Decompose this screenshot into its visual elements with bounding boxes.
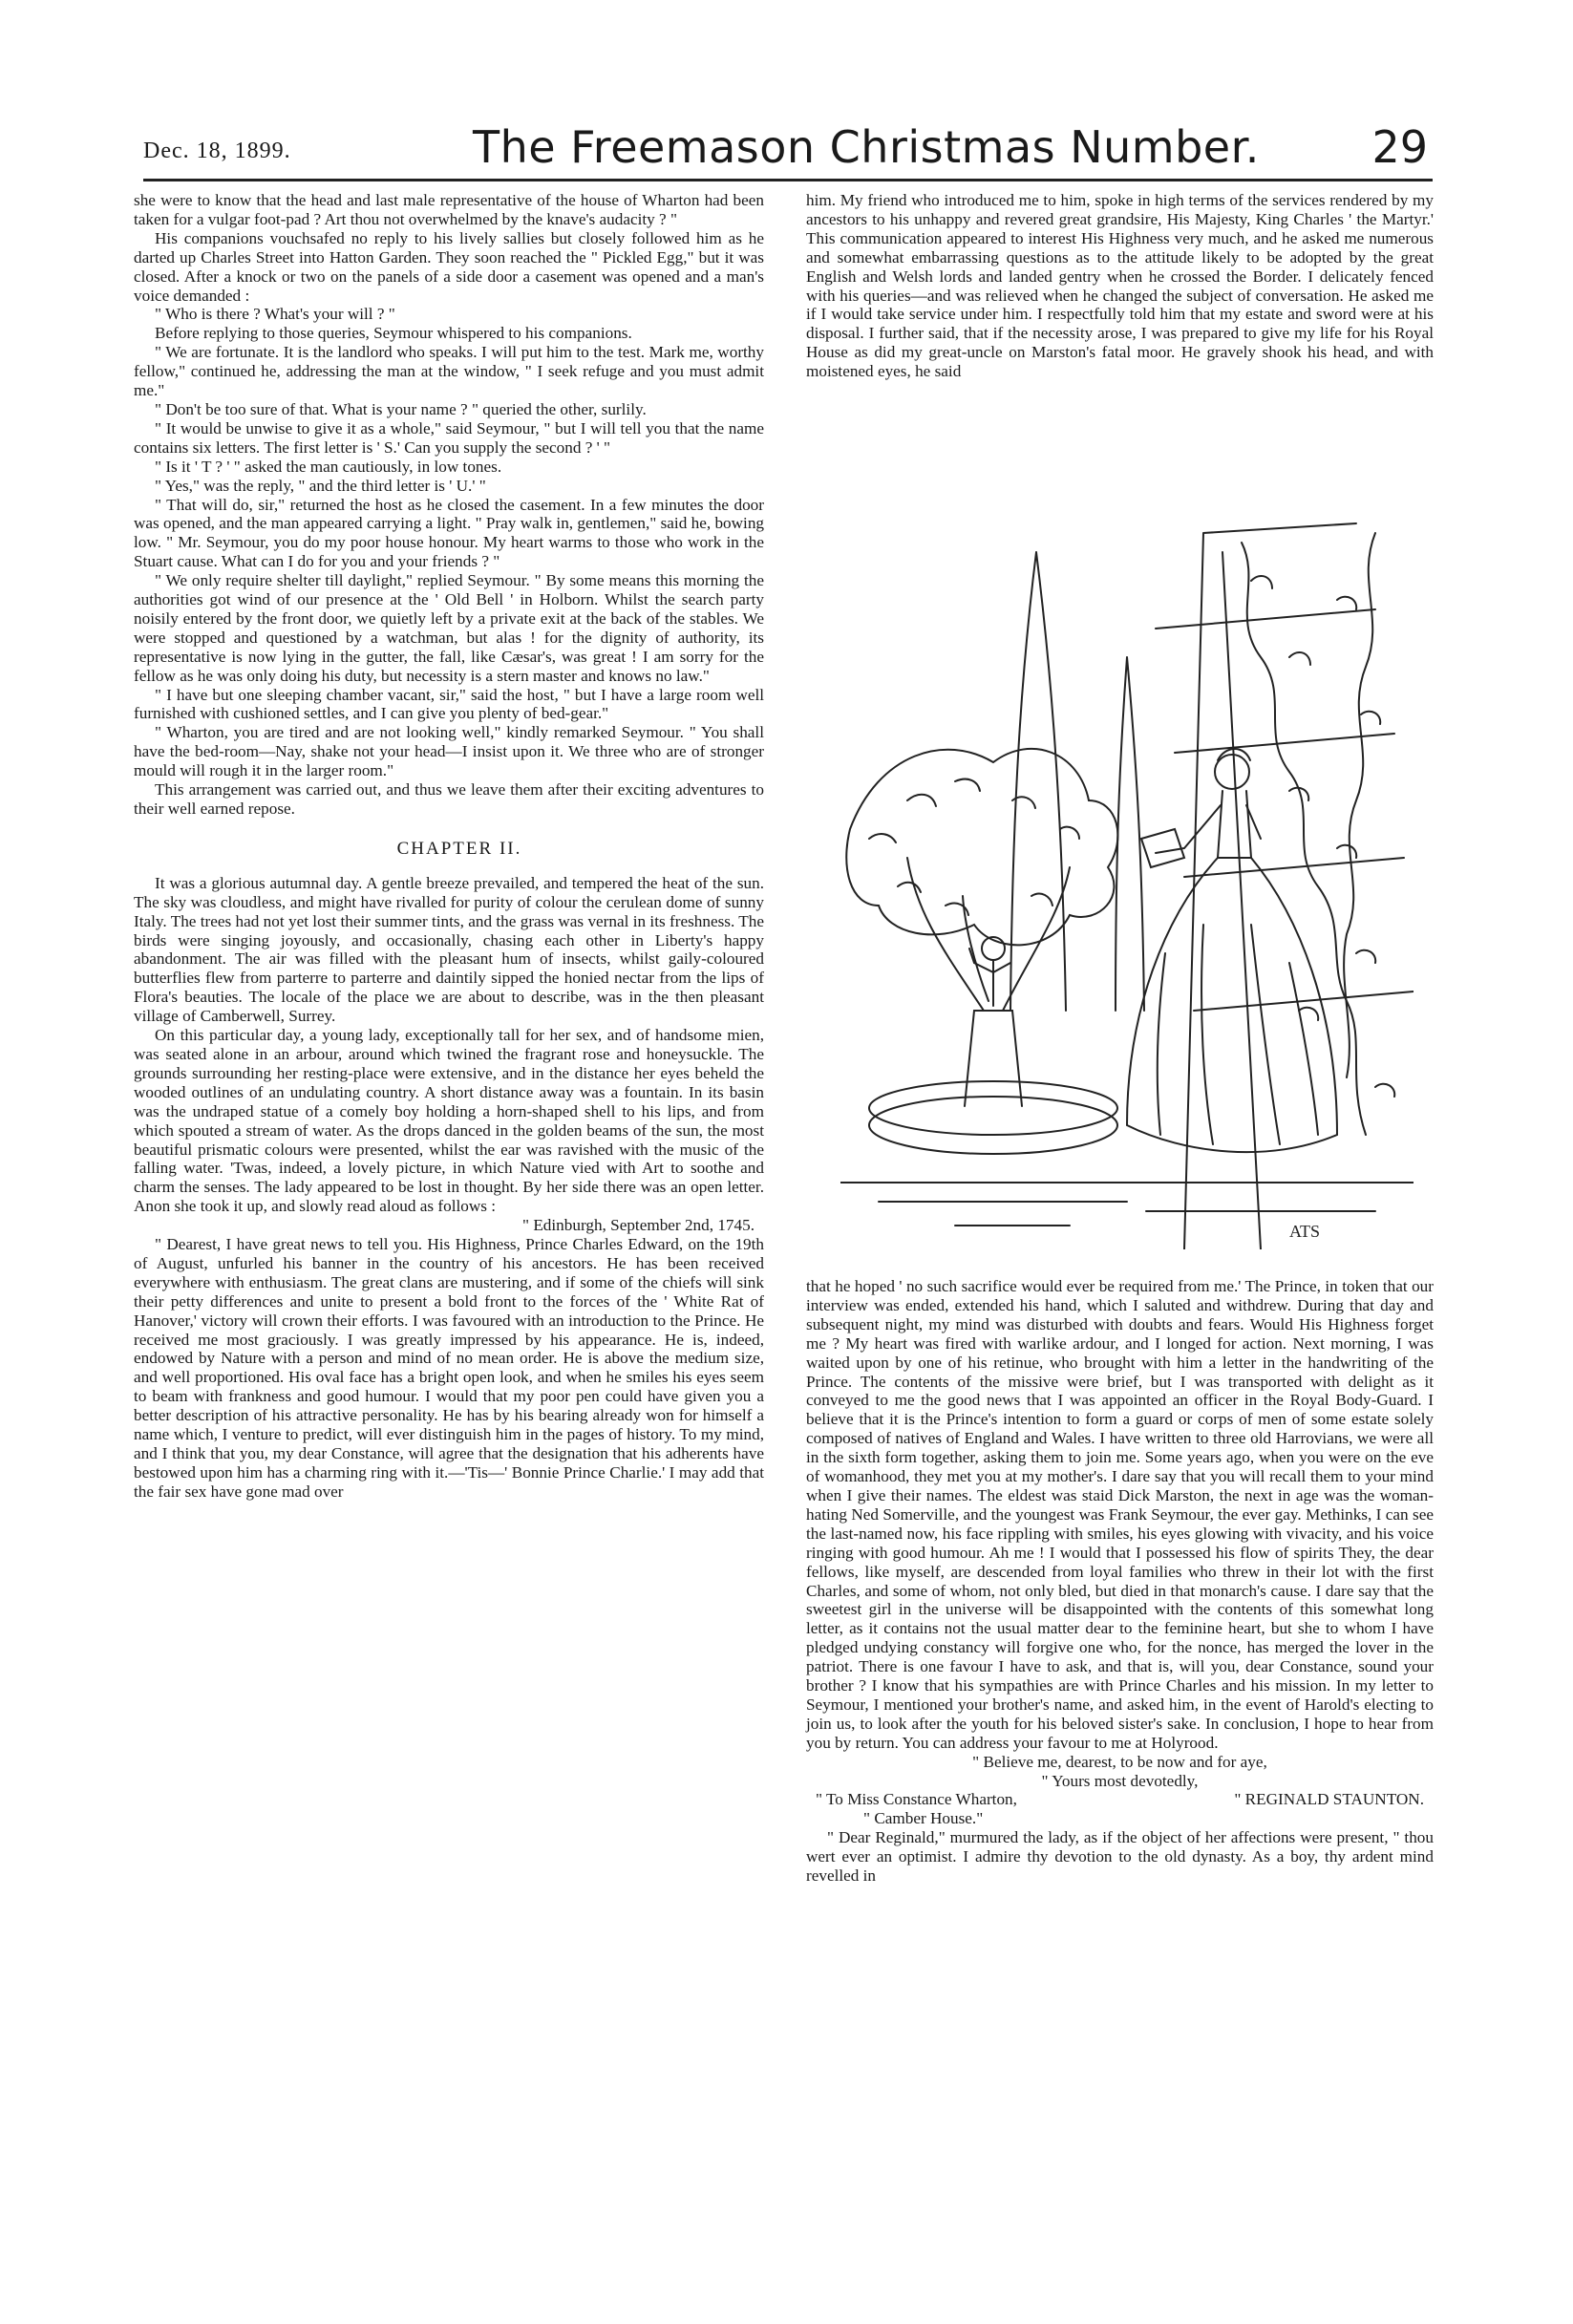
publication-title: The Freemason Christmas Number. — [473, 121, 1260, 173]
leaf-clusters — [1251, 576, 1394, 1097]
paragraph: she were to know that the head and last male representative of the house of Wharton had been taken for a vulgar foot-pad ? Art thou not overwhelmed by the knave's audacity ? " — [134, 191, 764, 228]
paragraph: This arrangement was carried out, and thus we leave them after their exciting adventures to their well earned repose. — [134, 780, 764, 818]
paragraph: " We only require shelter till daylight," replied Seymour. " By some means this morning the authorities got wind of our presence at the ' Old Bell ' in Holborn. Whilst the search party noisily entered by the front door, we quietly left by a private exit at the back of the stables. We were stopped and questioned by a watchman, but alas ! for the dignity of authority, its representative is now lying in the gutter, the fall, like Cæsar's, was great ! I am sorry for the fellow as he was only doing his duty, but necessity is a stern master and knows no law." — [134, 571, 764, 685]
skirt-folds — [1158, 925, 1318, 1144]
cypress-tree — [1116, 657, 1144, 1011]
letter-addressee: " To Miss Constance Wharton, — [816, 1790, 1017, 1809]
right-column-bottom — [806, 1277, 1434, 1886]
paragraph: " It would be unwise to give it as a whole," said Seymour, " but I will tell you that the name contains six letters. The first letter is ' S.' Can you supply the second ? ' " — [134, 418, 764, 457]
ground — [840, 1183, 1414, 1226]
paragraph: " We are fortunate. It is the landlord who speaks. I will put him to the test. Mark me, worthy fellow," continued he, addressing the man at the window, " I seek refuge and you must admit me." — [134, 343, 764, 400]
open-letter — [1141, 829, 1184, 867]
paragraph: " Dearest, I have great news to tell you. His Highness, Prince Charles Edward, on the 19th of August, unfurled his banner in the country of his ancestors. He has been received everywhere with enthusiasm. The great clans are mustering, and if some of the chiefs will sink their petty differences and unite to present a bold front to the forces of the ' White Rat of Hanover,' victory will crown their efforts. I was favoured with an introduction to the Prince. He received me most graciously. I was greatly impressed by his appearance. He is, indeed, endowed by Nature with a person and mind of no mean order. He is above the medium size, and well proportioned. His oval face has a bright open look, and when he smiles his eyes seem to beam with frankness and good humour. I would that my poor pen could have given you a better description of his attractive personality. He has by his bearing already won for himself a name which, I venture to predict, will ever distinguish him in the pages of history. To my mind, and I think that you, my dear Constance, will agree that the designation that his adherents have bestowed upon him has a charming ring with it.—'Tis—' Bonnie Prince Charlie.' I may add that the fair sex have gone mad over — [134, 1235, 764, 1501]
paragraph: " Dear Reginald," murmured the lady, as if the object of her affections were present, " thou wert ever an optimist. I admire thy devotion to the old dynasty. As a boy, thy ardent mind revelled in — [806, 1828, 1434, 1886]
garden-illustration — [840, 514, 1414, 1249]
fountain-basin-rim — [869, 1081, 1117, 1135]
letter-closing: " Yours most devotedly, — [1041, 1771, 1199, 1790]
chapter-heading: CHAPTER II. — [396, 838, 522, 859]
addressee-house: " Camber House." — [863, 1809, 984, 1828]
fountain-pedestal — [965, 1011, 1022, 1106]
paragraph: " Don't be too sure of that. What is your name ? " queried the other, surlily. — [155, 399, 647, 418]
right-column-top — [806, 191, 1434, 381]
letter-dateline: " Edinburgh, September 2nd, 1745. — [522, 1216, 755, 1235]
paragraph: " Who is there ? What's your will ? " — [155, 305, 395, 324]
paragraph: On this particular day, a young lady, exceptionally tall for her sex, and of handsome mien, was seated alone in an arbour, around which twined the fragrant rose and honeysuckle. The grounds surrounding her resting-place were extensive, and in the distance her eyes beheld the wooded outlines of an undulating country. A short distance away was a fountain. In its basin was the undraped statue of a comely boy holding a horn-shaped shell to his lips, and from which spouted a stream of water. As the drops danced in the golden beams of the sun, the most beautiful prismatic colours were presented, whilst the ear was ravished with the music of the falling water. 'Twas, indeed, a lovely picture, in which Nature vied with Art to soothe and charm the senses. The lady appeared to be lost in thought. By her side there was an open letter. Anon she took it up, and slowly read aloud as follows : — [134, 1026, 764, 1216]
lady-head — [1215, 755, 1249, 789]
lady-bodice — [1218, 791, 1251, 858]
paragraph: " That will do, sir," returned the host as he closed the casement. In a few minutes the door was opened, and the man appeared carrying a light. " Pray walk in, gentlemen," said he, bowing low. " Mr. Seymour, you do my poor house honour. My heart warms to those who work in the Stuart cause. What can I do for you and your friends ? " — [134, 495, 764, 571]
letter-closing: " Believe me, dearest, to be now and for aye, — [972, 1752, 1267, 1771]
paragraph: It was a glorious autumnal day. A gentle breeze prevailed, and tempered the heat of the sun. The sky was cloudless, and might have rivalled for purity of colour the cerulean dome of sunny Italy. The trees had not yet lost their summer tints, and the grass was vernal in its freshness. The birds were singing joyously, and occasionally, chasing each other in Liberty's happy abandonment. The air was filled with the pleasant hum of insects, whilst gaily-coloured butterflies flew from parterre to parterre and daintily sipped the honied nectar from the lips of Flora's beauties. The locale of the place we are about to describe, was in the then pleasant village of Camberwell, Surrey. — [134, 873, 764, 1026]
paragraph: His companions vouchsafed no reply to his lively sallies but closely followed him as he darted up Charles Street into Hatton Garden. They soon reached the " Pickled Egg," but it was closed. After a knock or two on the panels of a side door a casement was opened and a man's voice demanded : — [134, 228, 764, 305]
foliage — [869, 779, 1079, 915]
paragraph: that he hoped ' no such sacrifice would ever be required from me.' The Prince, in token that our interview was ended, extended his hand, which I saluted and withdrew. During that day and subsequent night, my mind was disturbed with doubts and fears. Would His Highness forget me ? My heart was fired with warlike ardour, and I longed for action. Next morning, I was waited upon by one of his retinue, who brought with him a letter in the handwriting of the Prince. The contents of the missive were brief, but I was transported with delight as it conveyed to me the good news that I was appointed an officer in the Royal Body-Guard. I believe that it is the Prince's intention to form a guard or corps of men of some estate solely composed of natives of England and Wales. I have written to three old Harrovians, we were all in the sixth form together, asking them to join me. Some years ago, when you were on the eve of womanhood, they met you at my mother's. I dare say that you will recall them to your mind when I give their names. The eldest was staid Dick Marston, the next in age was the woman-hating Ned Somerville, and the youngest was Frank Seymour, the ever gay. Methinks, I can see the last-named now, his face rippling with smiles, his eyes glowing with vivacity, and his voice ringing with good humour. Ah me ! I would that I possessed his flow of spirits They, the dear fellows, like myself, are descended from loyal families who threw in their lot with the first Charles, and some of whom, not only bled, but died in that monarch's cause. I dare say that the sweetest girl in the universe will be disappointed with the contents of this somewhat long letter, as it contains not the usual matter dear to the feminine heart, but she to whom I have pledged undying constancy will forgive one who, for the nonce, has merged the lover in the patriot. There is one favour I have to ask, and that is, will you, dear Constance, sound your brother ? I know that his sympathies are with Prince Charles and his mission. In my letter to Seymour, I mentioned your brother's name, and asked him, in the event of Harold's electing to join us, to look after the youth for his beloved sister's sake. In conclusion, I hope to hear from you by return. You can address your favour to me at Holyrood. — [806, 1277, 1434, 1752]
artist-monogram: ATS — [1289, 1222, 1321, 1241]
paragraph: " I have but one sleeping chamber vacant, sir," said the host, " but I have a large room well furnished with cushioned settles, and I can give you plenty of bed-gear." — [134, 685, 764, 723]
paragraph: Before replying to those queries, Seymour whispered to his companions. — [155, 324, 632, 343]
letter-signature: " REGINALD STAUNTON. — [1234, 1790, 1424, 1809]
signature-line — [806, 1790, 1434, 1809]
page-number: 29 — [1371, 121, 1428, 173]
issue-date: Dec. 18, 1899. — [143, 139, 291, 163]
paragraph: " Yes," was the reply, " and the third letter is ' U.' " — [155, 476, 486, 495]
header-rule — [143, 179, 1433, 181]
left-column — [134, 191, 764, 1502]
paragraph: " Is it ' T ? ' " asked the man cautiously, in low tones. — [155, 457, 502, 476]
fountain-basin — [869, 1097, 1117, 1154]
paragraph: him. My friend who introduced me to him, spoke in high terms of the services rendered by my ancestors to his unhappy and revered great grandsire, His Majesty, King Charles ' the Martyr.' This communication appeared to interest His Highness very much, and he asked me numerous and somewhat embarrassing questions as to the attitude likely to be adopted by the great English and Welsh lords and landed gentry when he crossed the Border. I delicately fenced with his queries—and was relieved when he changed the subject of conversation. He asked me if I would take service under him. I respectfully told him that my estate and sword were at his disposal. I further said, that if the necessity arose, I was prepared to give my life for his Royal House as did my great-uncle on Marston's fatal moor. He gravely shook his head, and with moistened eyes, he said — [806, 191, 1434, 381]
foliage — [846, 749, 1117, 945]
masthead — [143, 119, 1433, 179]
paragraph: " Wharton, you are tired and are not looking well," kindly remarked Seymour. " You shall have the bed-room—Nay, shake not your head—I insist upon it. We three who are of stronger mould will rough it in the larger room." — [134, 723, 764, 780]
